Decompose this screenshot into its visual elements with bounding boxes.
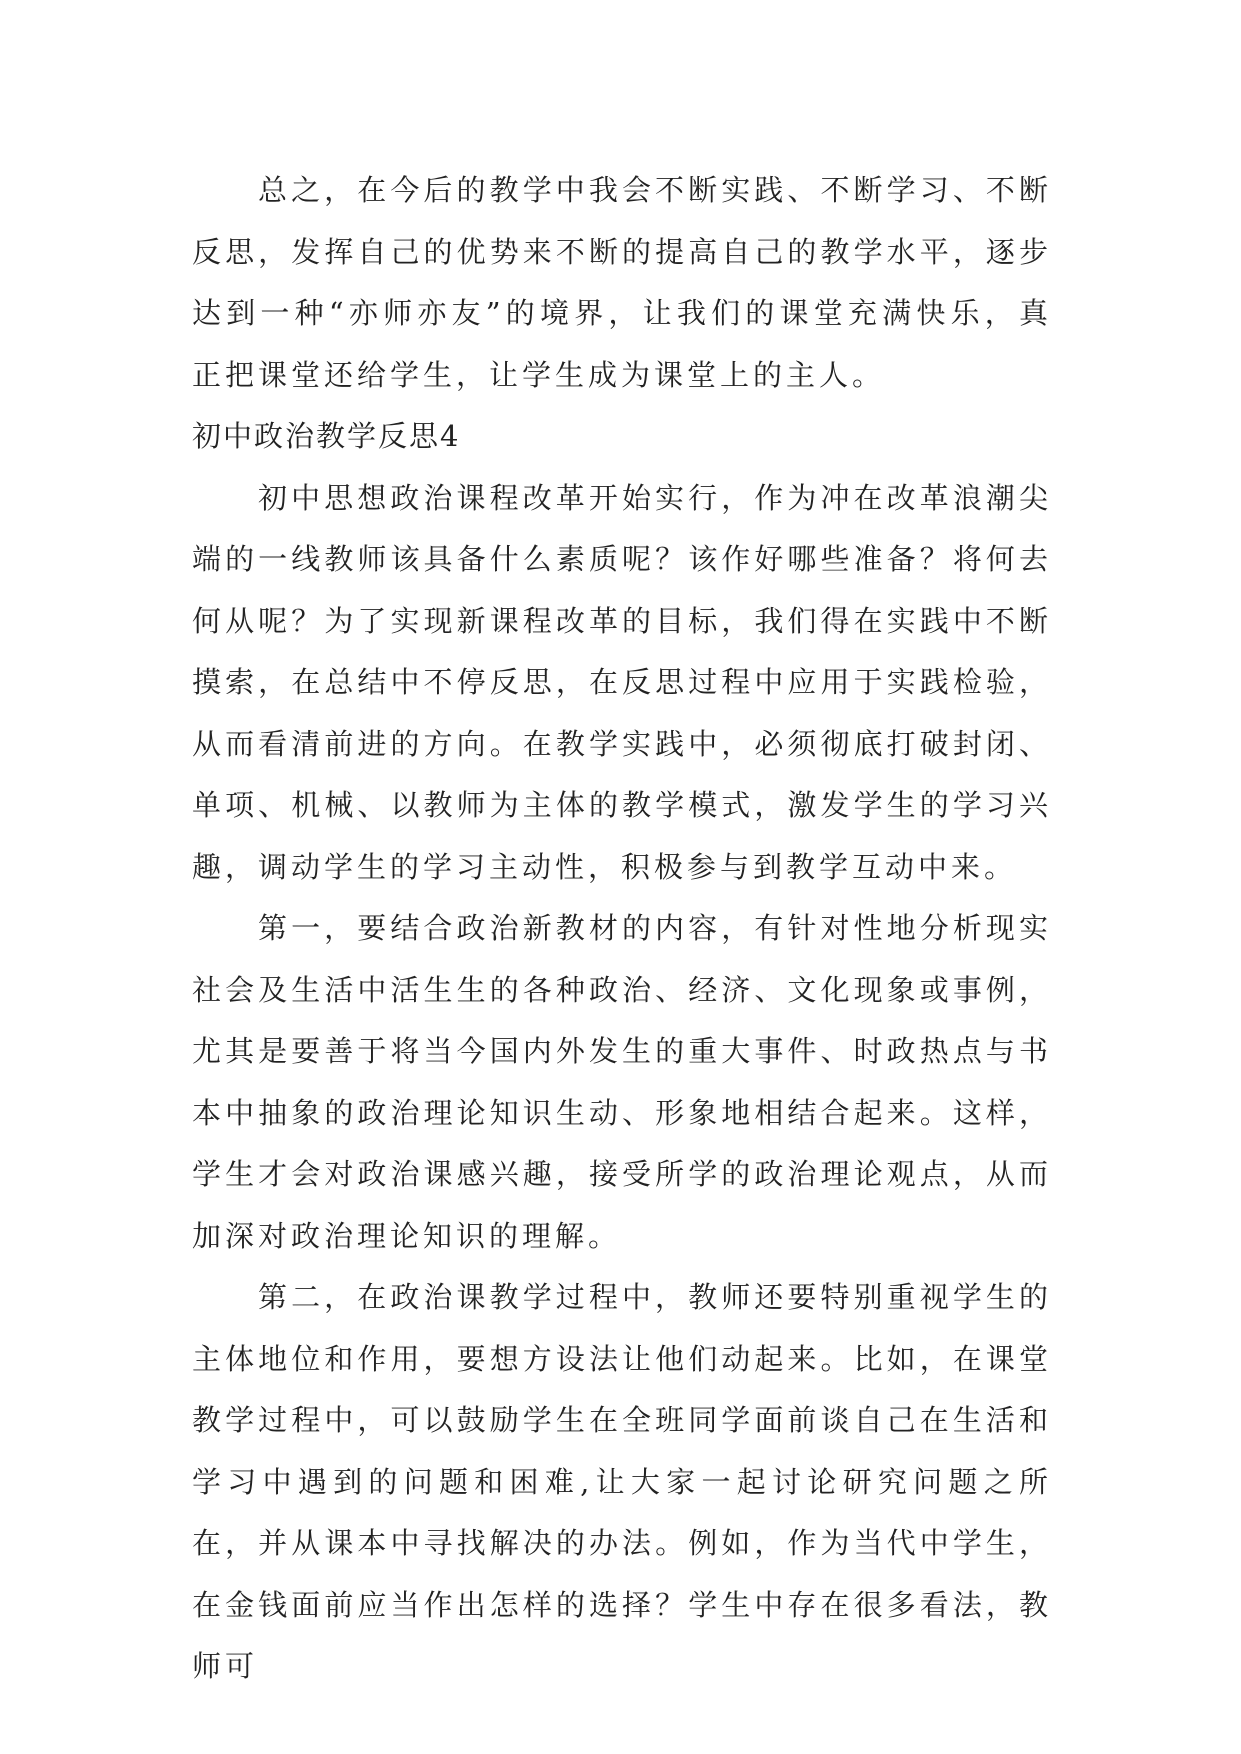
paragraph-second-point: 第二，在政治课教学过程中，教师还要特别重视学生的主体地位和作用，要想方设法让他们动起来。比如，在课堂教学过程中，可以鼓励学生在全班同学面前谈自己在生活和学习中遇到的问题和困难,让大家一起讨论研究问题之所在，并从课本中寻找解决的办法。例如，作为当代中学生，在金钱面前应当作出怎样的选择？学生中存在很多看法，教师可 xyxy=(192,1280,1052,1683)
paragraph-intro: 初中思想政治课程改革开始实行，作为冲在改革浪潮尖端的一线教师该具备什么素质呢？该作好哪些准备？将何去何从呢？为了实现新课程改革的目标，我们得在实践中不断摸索，在总结中不停反思，在反思过程中应用于实践检验，从而看清前进的方向。在教学实践中，必须彻底打破封闭、单项、机械、以教师为主体的教学模式，激发学生的学习兴趣，调动学生的学习主动性，积极参与到教学互动中来。 xyxy=(192,480,1052,884)
document-body xyxy=(192,160,1052,1698)
paragraph-first-point: 第一，要结合政治新教材的内容，有针对性地分析现实社会及生活中活生生的各种政治、经济、文化现象或事例，尤其是要善于将当今国内外发生的重大事件、时政热点与书本中抽象的政治理论知识生动、形象地相结合起来。这样，学生才会对政治课感兴趣，接受所学的政治理论观点，从而加深对政治理论知识的理解。 xyxy=(192,911,1052,1253)
paragraph-conclusion: 总之，在今后的教学中我会不断实践、不断学习、不断反思，发挥自己的优势来不断的提高自己的教学水平，逐步达到一种“亦师亦友”的境界，让我们的课堂充满快乐，真正把课堂还给学生，让学生成为课堂上的主人。 xyxy=(192,173,1052,392)
section-heading: 初中政治教学反思4 xyxy=(192,419,461,453)
